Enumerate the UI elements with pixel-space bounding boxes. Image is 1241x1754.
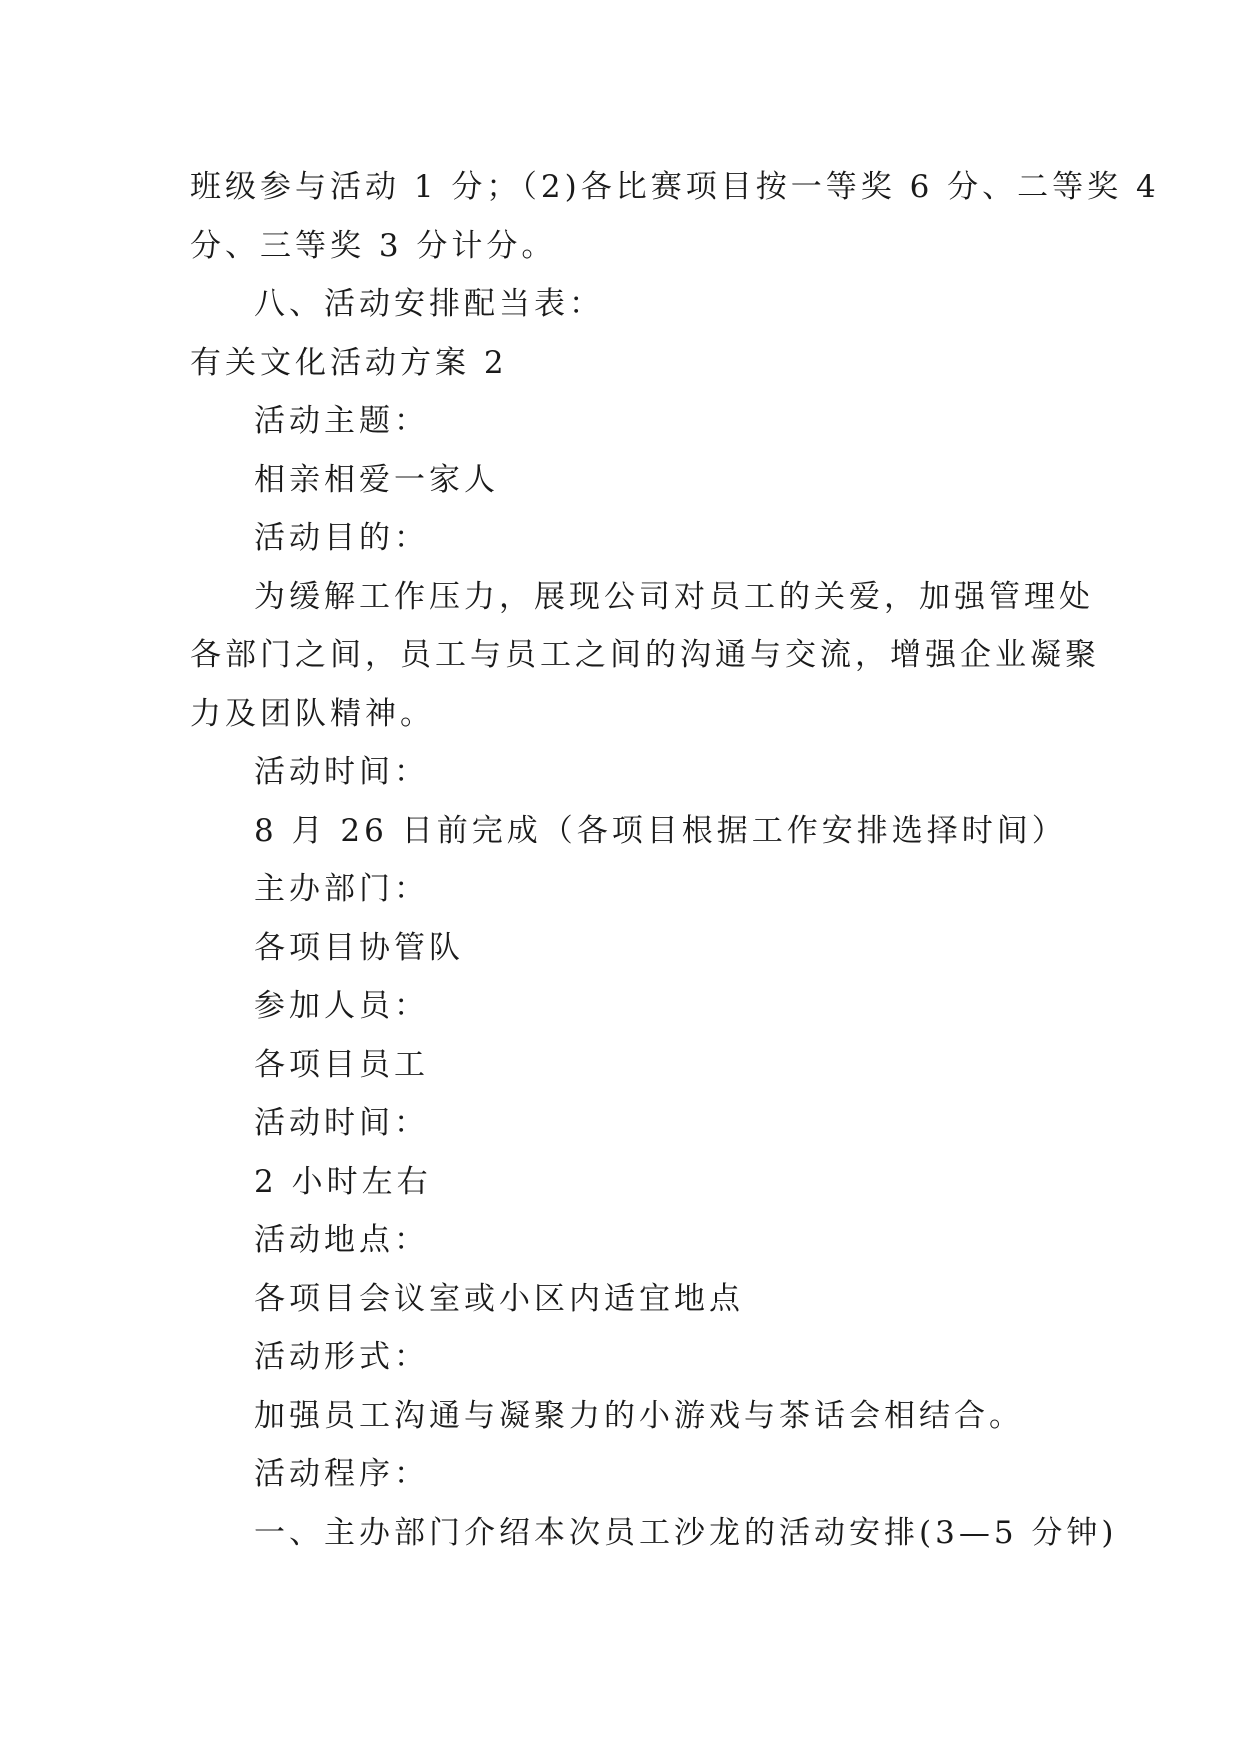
field-label: 活动程序： [254, 1456, 429, 1492]
field-value: 2 小时左右 [254, 1163, 432, 1200]
field-label: 主办部门： [254, 871, 429, 907]
body-text-line: 班级参与活动 1 分；（2)各比赛项目按一等奖 6 分、二等奖 4 [190, 169, 1160, 205]
field-value: 各项目协管队 [254, 929, 464, 966]
field-value: 各项目员工 [254, 1046, 429, 1083]
section-heading: 八、活动安排配当表： [254, 286, 604, 322]
body-text-line: 分、三等奖 3 分计分。 [190, 227, 557, 264]
field-label: 活动主题： [254, 403, 429, 439]
field-label: 活动地点： [254, 1222, 429, 1258]
field-label: 活动形式： [254, 1339, 429, 1375]
body-text-line: 力及团队精神。 [190, 695, 435, 732]
document-title: 有关文化活动方案 2 [190, 344, 508, 381]
field-value: 各项目会议室或小区内适宜地点 [254, 1280, 744, 1317]
field-label: 活动时间： [254, 754, 429, 790]
field-value: 加强员工沟通与凝聚力的小游戏与茶话会相结合。 [254, 1397, 1024, 1434]
body-text-line: 一、主办部门介绍本次员工沙龙的活动安排(3—5 分钟) [254, 1514, 1118, 1551]
body-text-line: 为缓解工作压力，展现公司对员工的关爱，加强管理处 [254, 578, 1094, 615]
field-label: 参加人员： [254, 988, 429, 1024]
field-label: 活动目的： [254, 520, 429, 556]
field-label: 活动时间： [254, 1105, 429, 1141]
document-page [190, 158, 1160, 1562]
field-value: 相亲相爱一家人 [254, 461, 499, 498]
field-value: 8 月 26 日前完成（各项目根据工作安排选择时间） [254, 812, 1067, 849]
body-text-line: 各部门之间，员工与员工之间的沟通与交流，增强企业凝聚 [190, 637, 1100, 673]
